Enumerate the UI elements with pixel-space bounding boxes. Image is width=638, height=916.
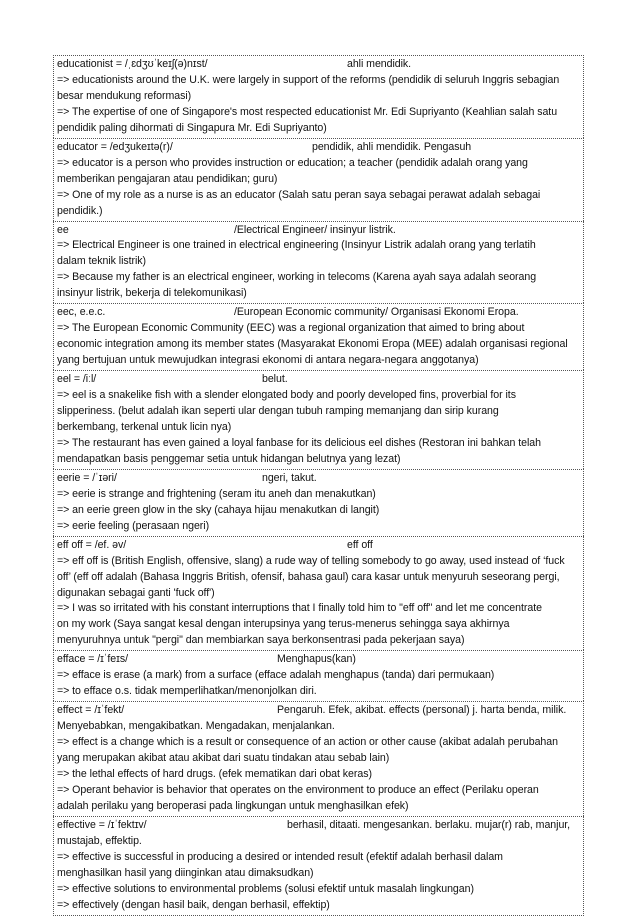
entry-line: yang merupakan akibat atau akibat dari suatu tindakan atau sebab lain) — [57, 752, 390, 765]
entry-line: slipperiness. (belut adalah ikan seperti ular dengan tubuh ramping memanjang dan sirip kurang — [57, 405, 499, 418]
headword: educator = /edʒukeɪtə(r)/ — [57, 140, 173, 153]
translation: /Electrical Engineer/ insinyur listrik. — [234, 223, 396, 236]
headword: effective = /ɪˈfektɪv/ — [57, 818, 147, 831]
entry-line: => The European Economic Community (EEC) was a regional organization that aimed to bring about — [57, 322, 525, 335]
entry-line: digunakan sebagai ganti 'fuck off') — [57, 586, 215, 599]
translation: ngeri, takut. — [262, 471, 317, 484]
translation: ahli mendidik. — [347, 58, 412, 70]
translation: pendidik, ahli mendidik. Pengasuh — [312, 140, 472, 153]
entry-line: Menyebabkan, mengakibatkan. Mengadakan, menjalankan. — [57, 720, 335, 733]
translation: Menghapus(kan) — [277, 653, 356, 666]
entry-line: off’ (eff off adalah (Bahasa Inggris British, ofensif, bahasa gaul) cara kasar untuk menyuruh seseorang pergi, — [57, 570, 560, 583]
entry-head — [57, 372, 581, 388]
entry-line: adalah perilaku yang beroperasi pada lingkungan untuk menghasilkan efek) — [57, 799, 409, 812]
entry-line: => eerie feeling (perasaan ngeri) — [57, 519, 210, 532]
entry-ee — [53, 221, 584, 304]
entry-head — [57, 305, 581, 321]
translation: eff off — [347, 538, 373, 551]
entry-head — [57, 818, 581, 834]
entry-line: menyuruhnya untuk "pergi" dan membiarkan saya berkonsentrasi pada pekerjaan saya) — [57, 634, 465, 647]
entry-line: insinyur listrik, bekerja di telekomunikasi) — [57, 287, 247, 300]
entry-eff-off — [53, 536, 584, 651]
entry-line: => The restaurant has even gained a loyal fanbase for its delicious eel dishes (Restoran ini bahkan telah — [57, 436, 541, 449]
entry-head — [57, 703, 581, 719]
entry-head — [57, 140, 581, 156]
entry-line: => educationists around the U.K. were largely in support of the reforms (pendidik di seluruh Inggris sebagian — [57, 73, 560, 86]
entry-line: menghasilkan hasil yang diinginkan atau dimaksudkan) — [57, 866, 314, 879]
entry-line: besar mendukung reformasi) — [57, 89, 192, 102]
entry-line: => eff off is (British English, offensive, slang) a rude way of telling somebody to go away, used instead of ‘fuck — [57, 554, 565, 567]
headword: educationist = /ˌɛdʒʊˈkeɪʃ(ə)nɪst/ — [57, 58, 208, 70]
headword: efface = /ɪˈfeɪs/ — [57, 653, 128, 666]
translation: berhasil, ditaati. mengesankan. berlaku. mujar(r) rab, manjur, — [287, 818, 571, 831]
entry-head — [57, 223, 581, 239]
entry-line: memberikan pengajaran atau pendidikan; guru) — [57, 172, 278, 185]
entry-line: => effect is a change which is a result or consequence of an action or other cause (akibat adalah perubahan — [57, 736, 558, 749]
entry-line: dalam teknik listrik) — [57, 255, 147, 268]
entry-eec — [53, 303, 584, 370]
entry-line: berkembang, terkenal untuk licin nya) — [57, 420, 232, 433]
entry-educator — [53, 138, 584, 221]
entry-line: => I was so irritated with his constant interruptions that I finally told him to "eff off" and let me concentrate — [57, 602, 542, 615]
entry-line: => Electrical Engineer is one trained in electrical engineering (Insinyur Listrik adalah orang yang terlatih — [57, 239, 536, 252]
entry-line: => Because my father is an electrical engineer, working in telecoms (Karena ayah saya adalah seorang — [57, 271, 537, 284]
entry-eerie — [53, 469, 584, 536]
entry-line: mendapatkan basis penggemar setia untuk hidangan belutnya yang lezat) — [57, 452, 401, 465]
entry-line: => The expertise of one of Singapore's most respected educationist Mr. Edi Supriyanto (Keahlian salah satu — [57, 105, 558, 118]
translation: belut. — [262, 373, 288, 386]
entry-line: => Operant behavior is behavior that operates on the environment to produce an effect (Perilaku operan — [57, 783, 539, 796]
entry-head — [57, 57, 581, 73]
entry-educationist — [53, 55, 584, 138]
headword: effect = /ɪˈfekt/ — [57, 704, 125, 717]
entry-line: on my work (Saya sangat kesal dengan interupsinya yang terus-menerus sehingga saya akhirnya — [57, 618, 510, 631]
entry-effective — [53, 816, 584, 916]
entry-line: economic integration among its member states (Masyarakat Ekonomi Eropa (MEE) adalah organisasi regional — [57, 338, 568, 351]
entry-head — [57, 471, 581, 487]
entry-line: pendidik paling dihormati di Singapura Mr. Edi Supriyanto) — [57, 121, 327, 134]
entry-line: pendidik.) — [57, 204, 103, 217]
entry-line: => effective is successful in producing a desired or intended result (efektif adalah berhasil dalam — [57, 850, 503, 863]
entry-line: => to efface o.s. tidak memperlihatkan/menonjolkan diri. — [57, 685, 317, 698]
headword: ee — [57, 223, 69, 236]
entry-efface — [53, 650, 584, 701]
entry-effect — [53, 701, 584, 816]
entry-head — [57, 652, 581, 668]
translation: Pengaruh. Efek, akibat. effects (personal) j. harta benda, milik. — [277, 704, 567, 717]
entry-head — [57, 538, 581, 554]
dictionary-page — [53, 55, 584, 916]
entry-line: yang bertujuan untuk mewujudkan integrasi ekonomi di antara negara-negara anggotanya) — [57, 354, 479, 367]
entry-line: => the lethal effects of hard drugs. (efek mematikan dari obat keras) — [57, 767, 372, 780]
entry-line: => effectively (dengan hasil baik, dengan berhasil, effektip) — [57, 898, 330, 911]
entry-line: => eel is a snakelike fish with a slender elongated body and poorly developed fins, proverbial for its — [57, 389, 516, 402]
entry-line: => eerie is strange and frightening (seram itu aneh dan menakutkan) — [57, 487, 376, 500]
entry-line: => an eerie green glow in the sky (cahaya hijau menakutkan di langit) — [57, 503, 380, 516]
headword: eel = /iːl/ — [57, 373, 97, 386]
headword: eff off = /ef. əv/ — [57, 538, 127, 551]
entry-line: => efface is erase (a mark) from a surface (efface adalah menghapus (tanda) dari permukaan) — [57, 669, 495, 682]
entry-line: => educator is a person who provides instruction or education; a teacher (pendidik adalah orang yang — [57, 156, 528, 169]
entry-line: => effective solutions to environmental problems (solusi efektif untuk masalah lingkungan) — [57, 882, 474, 895]
entry-line: => One of my role as a nurse is as an educator (Salah satu peran saya sebagai perawat adalah sebagai — [57, 188, 541, 201]
entry-eel — [53, 370, 584, 469]
translation: /European Economic community/ Organisasi Ekonomi Eropa. — [234, 306, 519, 319]
headword: eerie = /ˈɪəri/ — [57, 471, 117, 484]
headword: eec, e.e.c. — [57, 306, 106, 319]
entry-line: mustajab, effektip. — [57, 834, 142, 847]
